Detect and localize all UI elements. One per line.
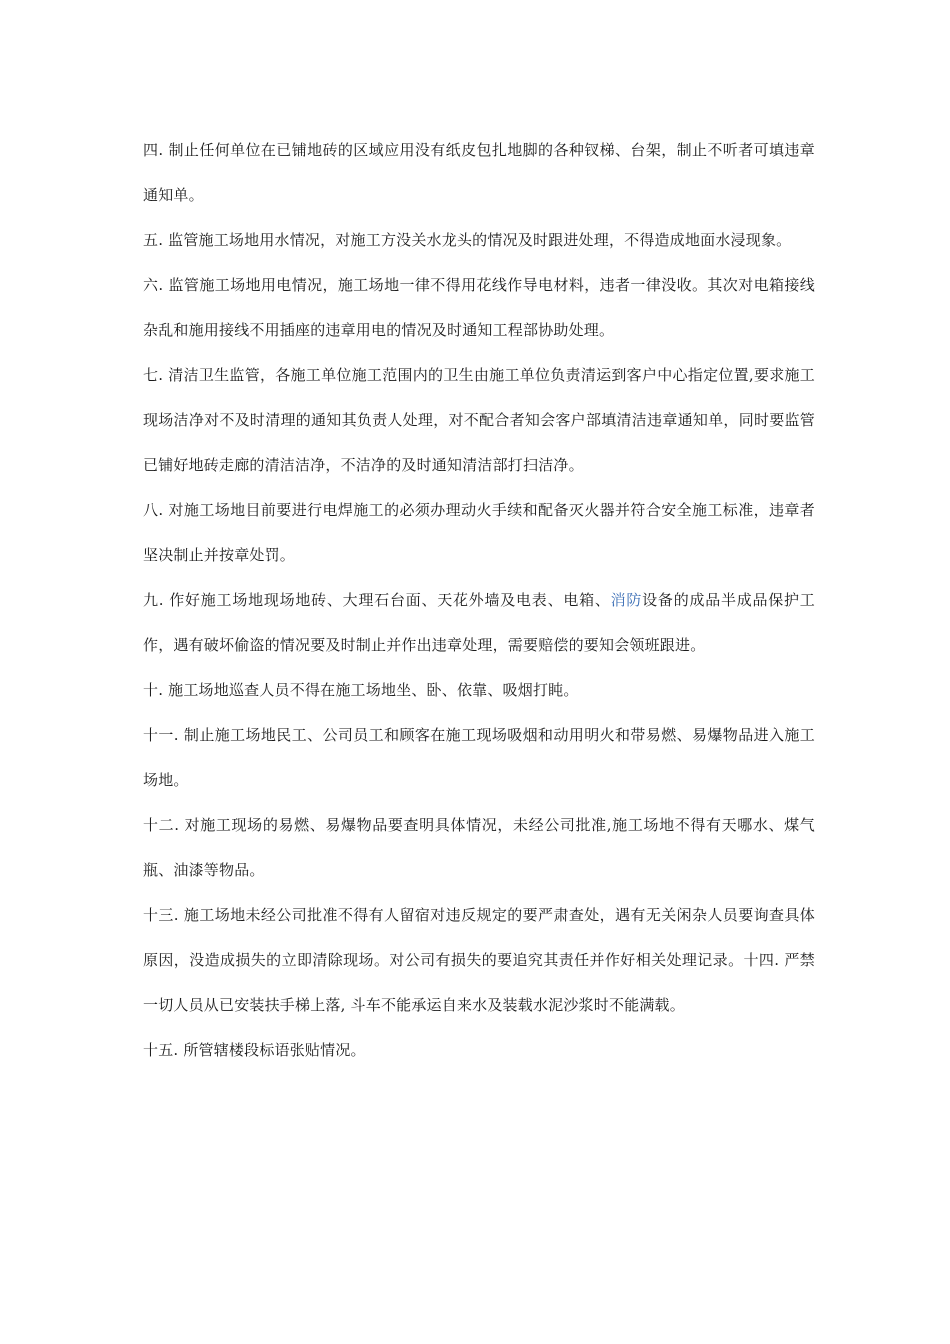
paragraph-12: 十二. 对施工现场的易燃、易爆物品要查明具体情况，未经公司批准,施工场地不得有天哪水、煤气瓶、油漆等物品。 [143,816,815,879]
paragraph-7: 七. 清洁卫生监管，各施工单位施工范围内的卫生由施工单位负责清运到客户中心指定位置,要求施工现场洁净对不及时清理的通知其负责人处理，对不配合者知会客户部填清洁违章通知单，同时要监管已铺好地砖走廊的清洁洁净，不洁净的及时通知清洁部打扫洁净。 [143,366,815,474]
paragraph-9-text-after: 设备的成品半成品保护工作，遇有破坏偷盗的情况要及时制止并作出违章处理，需要赔偿的要知会领班跟进。 [143,591,816,654]
paragraph-11: 十一. 制止施工场地民工、公司员工和顾客在施工现场吸烟和动用明火和带易燃、易爆物品进入施工场地。 [143,726,815,789]
paragraph-9 [143,578,815,668]
paragraph-15: 十五. 所管辖楼段标语张贴情况。 [143,1041,366,1059]
paragraph-4: 四. 制止任何单位在已铺地砖的区域应用没有纸皮包扎地脚的各种钗梯、台架，制止不听者可填违章通知单。 [143,141,815,204]
paragraph-9-text-before: 九. 作好施工场地现场地砖、大理石台面、天花外墙及电表、电箱、 [143,591,611,609]
paragraph-13-14: 十三. 施工场地未经公司批准不得有人留宿对违反规定的要严肃查处，遇有无关闲杂人员要询查具体原因，没造成损失的立即清除现场。对公司有损失的要追究其责任并作好相关处理记录。十四. 严禁一切人员从已安装扶手梯上落, 斗车不能承运自来水及装载水泥沙浆时不能满载。 [143,906,815,1014]
fire-protection-link[interactable]: 消防 [610,591,643,609]
paragraph-10: 十. 施工场地巡查人员不得在施工场地坐、卧、依靠、吸烟打盹。 [143,681,579,699]
document-body [143,128,815,1073]
paragraph-6: 六. 监管施工场地用电情况，施工场地一律不得用花线作导电材料，违者一律没收。其次对电箱接线杂乱和施用接线不用插座的违章用电的情况及时通知工程部协助处理。 [143,276,815,339]
paragraph-8: 八. 对施工场地目前要进行电焊施工的必须办理动火手续和配备灭火器并符合安全施工标准，违章者坚决制止并按章处罚。 [143,501,815,564]
paragraph-5: 五. 监管施工场地用水情况，对施工方没关水龙头的情况及时跟进处理，不得造成地面水浸现象。 [143,231,792,249]
